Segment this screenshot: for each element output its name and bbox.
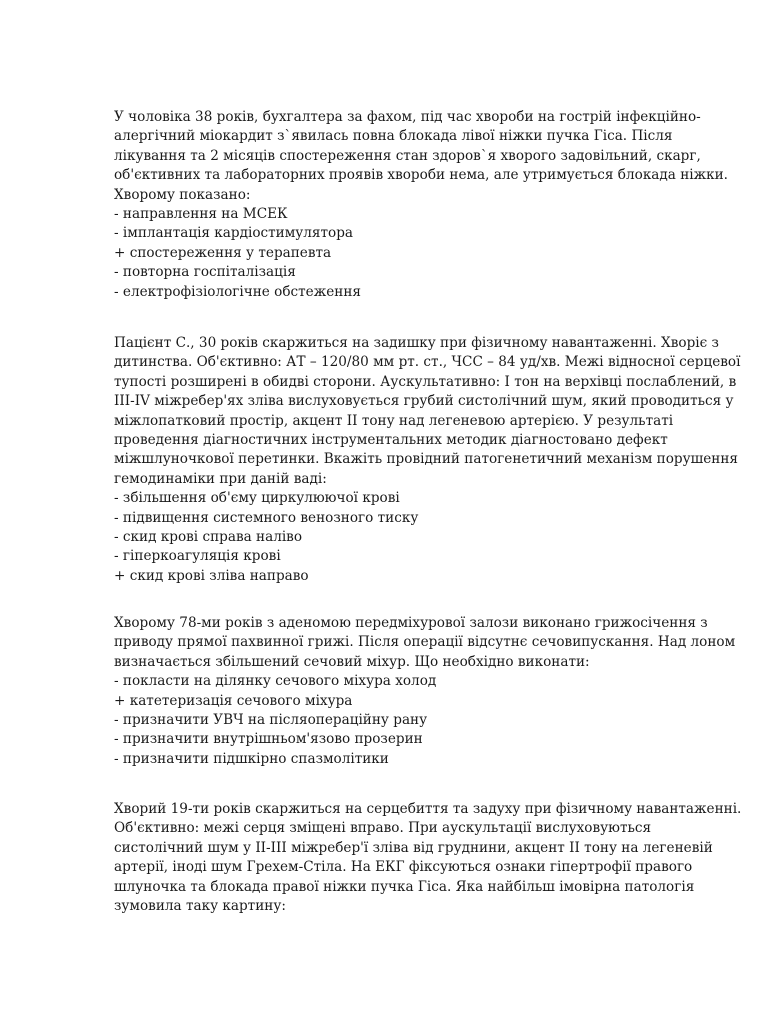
answer-option: - покласти на ділянку сечового міхура холод bbox=[114, 673, 437, 690]
question-text-line: У чоловіка 38 років, бухгалтера за фахом, під час хвороби на гострій інфекційно- bbox=[114, 109, 701, 125]
question-text-line: ІІІ-ІV міжребер'ях зліва вислуховується грубий систолічний шум, який проводиться у bbox=[114, 393, 734, 410]
answer-option: - підвищення системного венозного тиску bbox=[114, 509, 419, 526]
question-text-line: визначається збільшений сечовий міхур. Що необхідно виконати: bbox=[114, 653, 590, 670]
question-text-line: гемодинаміки при даній ваді: bbox=[114, 470, 327, 487]
question-text-line: проведення діагностичних інструментальних методик діагностовано дефект bbox=[114, 432, 668, 449]
answer-option-correct: + катетеризація сечового міхура bbox=[114, 692, 353, 709]
question-text-line: шлуночка та блокада правої ніжки пучка Гіса. Яка найбільш імовірна патологія bbox=[114, 878, 695, 895]
question-text-line: Хворому показано: bbox=[114, 186, 251, 203]
question-text-line: об'єктивних та лабораторних проявів хвороби нема, але утримується блокада ніжки. bbox=[114, 167, 729, 184]
question-text-line: Об'єктивно: межі серця зміщені вправо. При аускультації вислуховуються bbox=[114, 820, 652, 837]
question-text-line: Хворому 78-ми років з аденомою передміхурової залози виконано грижосічення з bbox=[114, 615, 708, 631]
question-3 bbox=[114, 614, 736, 769]
question-text-line: тупості розширені в обидві сторони. Аускультативно: І тон на верхівці послаблений, в bbox=[114, 373, 737, 390]
answer-option: - призначити внутрішньом'язово прозерин bbox=[114, 731, 423, 748]
question-text-line: систолічний шум у ІІ-ІІІ міжребер'ї зліва від груднини, акцент ІІ тону на легеневій bbox=[114, 839, 713, 856]
question-2 bbox=[114, 334, 741, 586]
answer-option: - збільшення об'єму циркулюючої крові bbox=[114, 490, 400, 507]
answer-option-correct: + скид крові зліва направо bbox=[114, 567, 309, 584]
answer-option: - направлення на МСЕК bbox=[114, 206, 288, 223]
question-text-line: Пацієнт С., 30 років скаржиться на задишку при фізичному навантаженні. Хворіє з bbox=[114, 335, 719, 351]
question-text-line: зумовила таку картину: bbox=[114, 898, 286, 915]
question-text-line: лікування та 2 місяців спостереження стан здоров`я хворого задовільний, скарг, bbox=[114, 147, 701, 164]
answer-option: - гіперкоагуляція крові bbox=[114, 548, 281, 565]
question-1 bbox=[114, 108, 729, 302]
answer-option-correct: + спостереження у терапевта bbox=[114, 244, 332, 261]
question-text-line: приводу прямої пахвинної грижі. Після операції відсутнє сечовипускання. Над лоном bbox=[114, 634, 736, 651]
answer-option: - скид крові справа наліво bbox=[114, 529, 303, 546]
question-text-line: артерії, іноді шум Грехем-Стіла. На ЕКГ фіксуються ознаки гіпертрофії правого bbox=[114, 859, 693, 876]
question-4 bbox=[114, 800, 742, 916]
question-text-line: алергічний міокардит з`явилась повна блокада лівої ніжки пучка Гіса. Після bbox=[114, 128, 673, 145]
answer-option: - призначити підшкірно спазмолітики bbox=[114, 750, 389, 767]
answer-option: - імплантація кардіостимулятора bbox=[114, 225, 353, 242]
question-text-line: міжшлуночкової перетинки. Вкажіть провідний патогенетичний механізм порушення bbox=[114, 451, 738, 468]
answer-option: - призначити УВЧ на післяопераційну рану bbox=[114, 712, 428, 729]
question-text-line: міжлопатковий простір, акцент ІІ тону над легеневою артерією. У результаті bbox=[114, 412, 674, 429]
answer-option: - повторна госпіталізація bbox=[114, 264, 296, 281]
question-text-line: Хворий 19-ти років скаржиться на серцебиття та задуху при фізичному навантаженні. bbox=[114, 801, 742, 817]
question-text-line: дитинства. Об'єктивно: АТ – 120/80 мм рт. ст., ЧСС – 84 уд/хв. Межі відносної серцевої bbox=[114, 354, 741, 371]
answer-option: - електрофізіологічне обстеження bbox=[114, 283, 361, 300]
